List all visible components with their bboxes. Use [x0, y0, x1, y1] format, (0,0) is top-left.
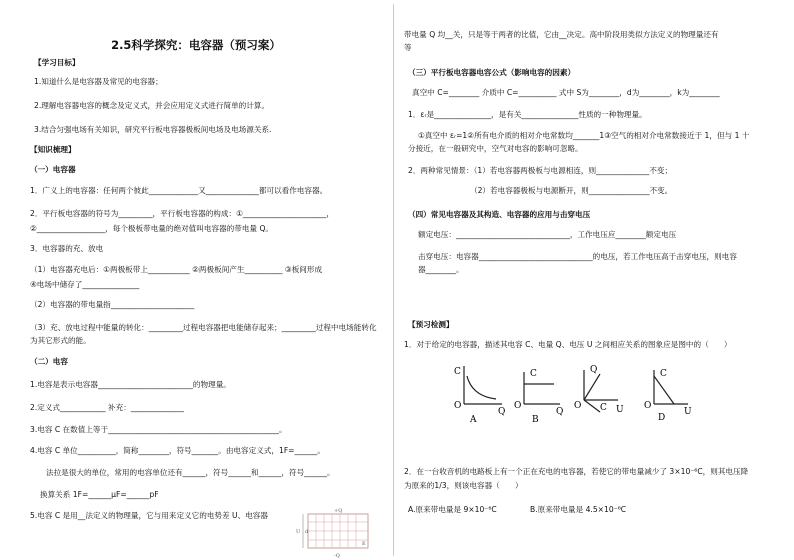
graph-options	[450, 364, 700, 426]
item-3-1-cont: ④电场中储存了_______________	[30, 280, 140, 289]
plus-q-label: +Q	[334, 508, 343, 514]
cap-4: 4.电容 C 单位__________，简称________，符号_______。由电容定义式，1F=______。	[30, 446, 325, 455]
graph-a-origin: O	[454, 401, 462, 411]
item-1: 1．广义上的电容器：任何两个彼此_____________又______________都可以看作电容器。	[30, 186, 328, 195]
rated-voltage: 额定电压：______________________________，工作电压应________额定电压	[418, 230, 677, 239]
goal-3: 3.结合匀强电场有关知识，研究平行板电容器极板间电场及电场源关系.	[34, 125, 272, 134]
option-a[interactable]: A.原来带电量是 9×10⁻⁶C	[408, 505, 497, 514]
scenario-1: 2．两种常见情景：（1）若电容器两极板与电源相连，则______________不变；	[408, 166, 673, 175]
u-label: U	[296, 529, 301, 535]
graph-a-caption: A	[470, 415, 477, 425]
graph-b-y-label: C	[530, 369, 537, 379]
option-b[interactable]: B.原来带电量是 4.5×10⁻⁶C	[530, 505, 627, 514]
column-divider	[393, 4, 394, 556]
subsection-capacitor: （一）电容器	[30, 165, 76, 174]
cap-1: 1.电容是表示电容器_________________________的物理量。	[30, 380, 231, 389]
subsection-capacitance: （二）电容	[30, 357, 68, 366]
document-title: 2.5科学探究：电容器（预习案）	[111, 38, 281, 52]
cap-3: 3.电容 C 在数值上等于_____________________________________________。	[30, 425, 287, 434]
right-column	[398, 0, 794, 560]
graph-b-caption: B	[532, 415, 539, 425]
cap-conversion: 换算关系 1F=______μF=______pF	[40, 490, 159, 499]
graph-a-x-label: Q	[498, 407, 506, 417]
question-1: 1．对于给定的电容器，描述其电容 C、电量 Q、电压 U 之间相应关系的图象应是图中的（ ）	[404, 340, 732, 349]
breakdown-voltage: 击穿电压：电容器______________________________的电压，若工作电压高于击穿电压，则电容	[418, 252, 737, 261]
question-2: 2．在一台收音机的电路板上有一个正在充电的电容器，若使它的带电量减少了 3×10⁻⁶C，则其电压降	[404, 467, 749, 476]
breakdown-voltage-cont: 器________。	[418, 265, 464, 274]
field-lines	[308, 514, 368, 548]
item-3-2: （2）电容器的带电量指______________________	[30, 300, 195, 309]
section-preview-test: 【预习检测】	[408, 320, 454, 329]
graph-c-y-label: Q	[590, 365, 598, 375]
subsection-common: （四）常见电容器及其构造、电容器的应用与击穿电压	[408, 210, 591, 219]
item-3-1: （1）电容器充电后：①两极板带上___________ ②两极板间产生__________ ③板间形成	[30, 265, 323, 274]
graph-c-caption: C	[600, 403, 607, 413]
graph-b-x-label: Q	[556, 407, 564, 417]
item-2: 2．平行板电容器的符号为_________，平行板电容器的构成：①______________________，	[30, 209, 334, 218]
graph-d-caption: D	[658, 413, 666, 423]
section-learning-goals: 【学习目标】	[34, 58, 80, 67]
epsilon-note-cont: 分接近，在一般研究中，空气对电容的影响可忽略。	[408, 144, 583, 153]
r-line-2: 等	[404, 43, 412, 52]
section-knowledge: 【知识梳理】	[30, 145, 76, 154]
formula-line: 真空中 C=________ 介质中 C=__________ 式中 S为________，d为________，k为________	[412, 88, 720, 97]
epsilon-note: ①真空中 εᵣ=1②所有电介质的相对介电常数均_______1③空气的相对介电常数接近于 1，但与 1 十	[418, 131, 750, 140]
minus-q-label: -Q	[334, 553, 340, 559]
graph-c-x-label: U	[616, 405, 624, 415]
e-label: E	[362, 541, 366, 547]
item-2-cont: ②__________________，每个极板带电量的绝对值叫电容器的带电量 Q。	[30, 224, 274, 233]
graph-b-origin: O	[514, 401, 522, 411]
goal-2: 2.理解电容器电容的概念及定义式，并会应用定义式进行简单的计算。	[34, 101, 270, 110]
cap-2: 2.定义式____________ 补充：______________	[30, 403, 184, 412]
item-3-3: （3）充、放电过程中能量的转化：_________过程电容器把电能储存起来；_________过程中电场能转化	[30, 323, 377, 332]
item-3: 3．电容器的充、放电	[30, 244, 104, 253]
graph-d-origin: O	[644, 401, 652, 411]
graph-c-origin: O	[574, 401, 582, 411]
question-2-cont: 为原来的1/3，则该电容器（ ）	[404, 481, 523, 490]
item-3-3-cont: 为其它形式的能。	[30, 336, 91, 345]
graph-a-y-label: C	[454, 367, 461, 377]
scenario-2: （2）若电容器极板与电源断开，则________________不变。	[470, 186, 673, 195]
capacitor-field-diagram	[296, 505, 376, 559]
left-column	[0, 0, 392, 560]
graph-d-x-label: U	[684, 407, 692, 417]
r-line-1: 带电量 Q 均__关，只是等于两者的比值，它由__决定。高中阶段用类似方法定义的物理量还有	[404, 30, 719, 39]
cap-5: 5.电容 C 是用__法定义的物理量，它与用来定义它的电势差 U、电容器	[30, 511, 268, 520]
d-label: d	[305, 529, 309, 535]
subsection-parallel-plate: （三）平行板电容器电容公式（影响电容的因素）	[408, 68, 576, 77]
goal-1: 1.知道什么是电容器及常见的电容器；	[34, 77, 163, 86]
graph-d-y-label: C	[660, 369, 667, 379]
epsilon-line: 1．εᵣ是_______________，是有关_______________性质的一种物理量。	[408, 110, 647, 119]
cap-4-cont: 法拉是很大的单位，常用的电容单位还有______，符号______和______，符号______。	[46, 468, 335, 477]
graph-a[interactable]	[464, 366, 502, 404]
